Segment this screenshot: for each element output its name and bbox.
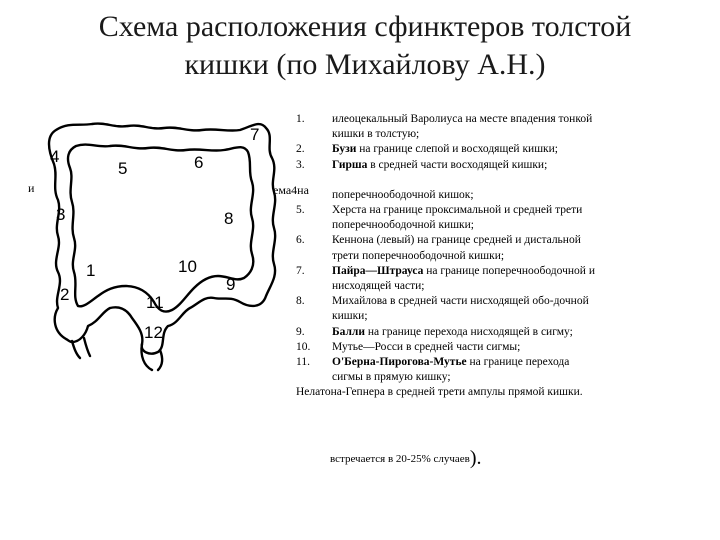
title-line-2: кишки (по Михайлову А.Н.) [184,48,546,81]
sphincter-label-1: 1 [86,261,96,280]
sphincter-label-2: 2 [60,285,70,304]
list-item-4-continuation: поперечноободочной кишок; [332,188,474,201]
list-item-12: Нелатона-Гепнера в средней трети ампулы прямой кишки. [296,386,583,399]
sphincter-label-12: 12 [144,323,163,342]
sphincter-label-4: 4 [50,147,60,166]
sphincter-label-8: 8 [224,209,234,228]
list-item-2: 2. Бузи на границе слепой и восходящей кишки; [296,143,558,156]
sphincter-label-3: 3 [56,205,66,224]
sphincter-list: 1. илеоцекальный Варолиуса на месте впадения тонкой кишки в толстую; 2. Бузи на границе слепой и восходящей кишки; 3. Гирша в средней части восходящей кишки; поперечноободочной кишок; 5. Херста на границе проксимальной и средней трети поперечноободочной кишки; 6. Кеннона (левый) на границе средней и дистальной трети поперечноободочной кишки; 7. Пайра—Штрауса на границе поперечноободочной и нисходящей части; 8. Михайлова в средней части нисходящей обо-дочной кишки; 9. Балли на границе перехода нисходящей в сигму; 10. Мутье—Росси в средней части сигмы; 11. О'Берна-Пирогова-Мутье на границе перехода сигмы в прямую кишку; Нелатона-Гепнера в средней трети ампулы прямой кишки. [296,112,658,401]
list-item-1: 1. илеоцекальный Варолиуса на месте впадения тонкой [296,113,593,125]
list-item-3: 3. Гирша в средней части восходящей кишки; [296,158,548,171]
list-item-10: 10. Мутье—Росси в средней части сигмы; [296,340,521,353]
sphincter-label-11: 11 [146,293,164,312]
sphincter-label-6: 6 [194,153,204,172]
colon-diagram [18,112,300,372]
list-item-9: 9. Балли на границе перехода нисходящей в сигму; [296,325,573,338]
list-item-7: 7. Пайра—Штрауса на границе поперечноободочной и [296,264,595,277]
sphincter-label-7: 7 [250,125,260,144]
stray-letter: и [28,181,35,195]
page-title [40,8,690,84]
sphincter-label-5: 5 [118,159,128,178]
list-item-6: 6. Кеннона (левый) на границе средней и дистальной [296,234,581,247]
list-item-5: 5. Херста на границе проксимальной и средней трети [296,204,583,217]
sphincter-numbers [50,125,259,342]
sphincter-label-9: 9 [226,275,236,294]
list-item-8: 8. Михайлова в средней части нисходящей обо-дочной [296,295,589,308]
title-line-1: Схема расположения сфинктеров толстой [98,10,632,43]
sphincter-label-10: 10 [178,257,197,276]
frequency-note: встречается в 20-25% случаев). [330,447,482,469]
list-item-11: 11. О'Берна-Пирогова-Мутье на границе перехода [296,356,570,369]
stray-fragment: ема4на [273,183,309,197]
